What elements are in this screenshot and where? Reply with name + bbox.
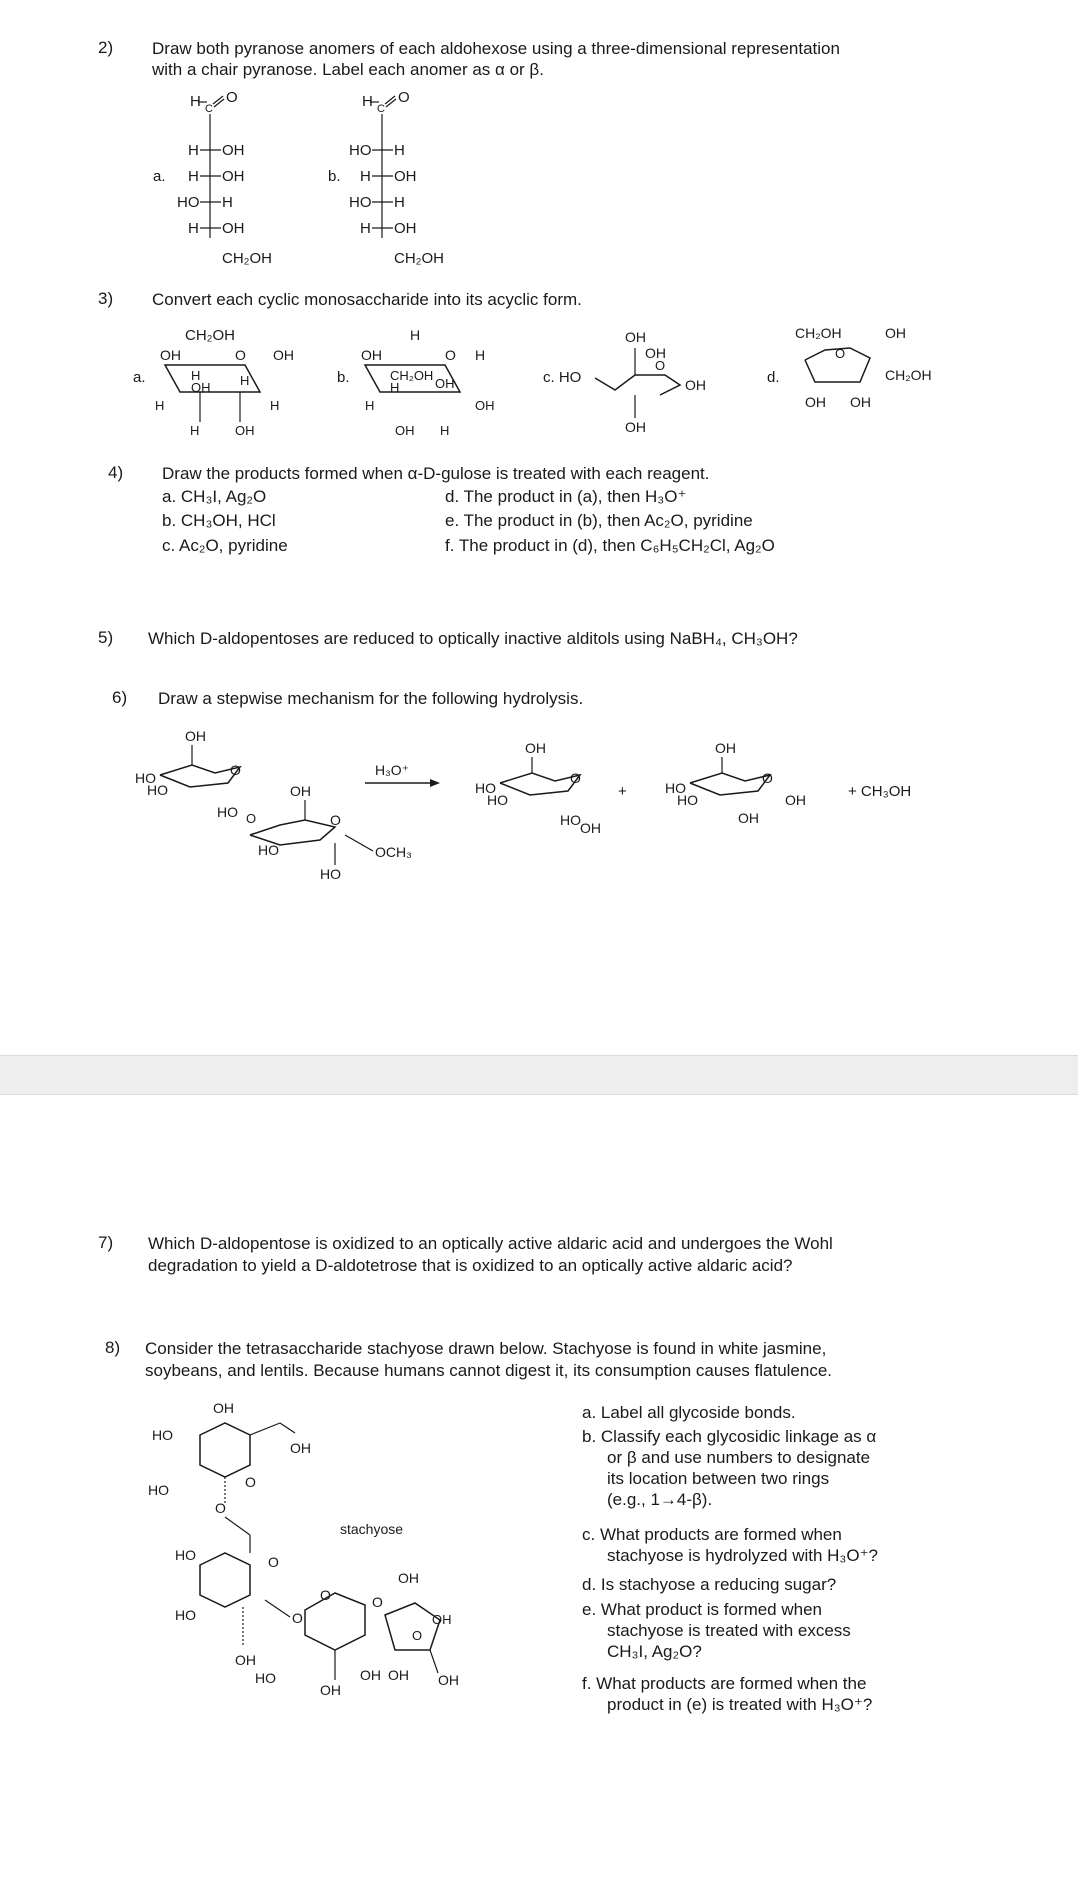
svg-text:HO: HO: [177, 194, 200, 211]
q5-number: 5): [98, 628, 114, 647]
svg-text:OH: OH: [715, 740, 736, 756]
svg-text:b.: b.: [328, 168, 341, 185]
svg-text:d.: d.: [767, 369, 780, 386]
q3-text: Convert each cyclic monosaccharide into its acyclic form.: [152, 290, 582, 309]
svg-text:O: O: [235, 347, 246, 363]
svg-text:OH: OH: [885, 325, 906, 341]
svg-text:OH: OH: [850, 394, 871, 410]
svg-text:OH: OH: [320, 1682, 341, 1698]
fischer-a-label: a.: [153, 168, 166, 185]
svg-text:CH₂OH: CH₂OH: [390, 368, 434, 383]
svg-text:OH: OH: [475, 398, 495, 413]
svg-text:OH: OH: [438, 1672, 459, 1688]
svg-text:OH: OH: [525, 740, 546, 756]
q7-number: 7): [98, 1233, 114, 1252]
svg-text:H: H: [410, 327, 421, 343]
svg-text:HO: HO: [320, 866, 341, 882]
page-divider: [0, 1055, 1078, 1095]
q7-line2: degradation to yield a D-aldotetrose that is oxidized to an optically active aldaric acid?: [148, 1256, 793, 1275]
svg-text:OH: OH: [290, 783, 311, 799]
svg-text:O: O: [230, 762, 241, 778]
svg-text:H: H: [188, 220, 199, 237]
svg-text:OH: OH: [273, 347, 294, 363]
q4-number: 4): [108, 463, 124, 482]
svg-text:OH: OH: [398, 1570, 419, 1586]
svg-text:O: O: [398, 89, 410, 106]
q4-item-f: f. The product in (d), then C₆H₅CH₂Cl, Ag₂O: [445, 536, 775, 555]
q4-item-a: a. CH₃I, Ag₂O: [162, 487, 267, 506]
svg-text:H: H: [155, 398, 165, 413]
svg-text:HO: HO: [665, 780, 686, 796]
reagent-label: H₃O⁺: [375, 762, 410, 778]
svg-text:O: O: [412, 1628, 423, 1643]
svg-text:+: +: [618, 783, 627, 800]
svg-text:HO: HO: [135, 770, 156, 786]
q5-text: Which D-aldopentoses are reduced to optically inactive alditols using NaBH₄, CH₃OH?: [148, 629, 798, 648]
svg-text:OCH₃: OCH₃: [375, 844, 412, 860]
q4-item-b: b. CH₃OH, HCl: [162, 511, 276, 530]
methanol-byproduct: + CH₃OH: [848, 783, 912, 800]
svg-text:O: O: [268, 1554, 279, 1570]
svg-text:HO: HO: [677, 792, 698, 808]
q2-line2: with a chair pyranose. Label each anomer as α or β.: [152, 60, 544, 79]
svg-text:HO: HO: [560, 812, 581, 828]
svg-text:H: H: [440, 423, 450, 438]
q2-line1: Draw both pyranose anomers of each aldohexose using a three-dimensional representation: [152, 39, 840, 58]
svg-text:H: H: [188, 142, 199, 159]
svg-text:HO: HO: [475, 780, 496, 796]
svg-text:OH: OH: [360, 1667, 381, 1683]
svg-text:H: H: [190, 423, 200, 438]
haworth-structures-q3: [125, 320, 955, 445]
hydrolysis-scheme: [130, 725, 970, 885]
svg-text:OH: OH: [805, 394, 826, 410]
svg-text:H: H: [222, 194, 233, 211]
q4-item-c: c. Ac₂O, pyridine: [162, 536, 288, 555]
stachyose-structure: [140, 1395, 580, 1725]
svg-text:OH: OH: [222, 220, 245, 237]
svg-text:OH: OH: [213, 1400, 234, 1416]
svg-text:OH: OH: [625, 329, 646, 345]
svg-text:HO: HO: [217, 804, 238, 820]
svg-text:OH: OH: [394, 220, 417, 237]
svg-text:H: H: [365, 398, 375, 413]
svg-text:O: O: [292, 1610, 303, 1626]
svg-text:O: O: [246, 811, 257, 826]
fischer-projection-a: [150, 88, 310, 273]
svg-text:OH: OH: [580, 820, 601, 836]
q8-line2: soybeans, and lentils. Because humans cannot digest it, its consumption causes flatulence.: [145, 1361, 833, 1380]
svg-text:OH: OH: [738, 810, 759, 826]
q3-number: 3): [98, 289, 114, 308]
q8-line1: Consider the tetrasaccharide stachyose drawn below. Stachyose is found in white jasmine,: [145, 1339, 827, 1358]
q4-item-d: d. The product in (a), then H₃O⁺: [445, 487, 687, 506]
svg-text:H: H: [240, 373, 250, 388]
svg-text:c. HO: c. HO: [543, 369, 582, 386]
q7-line1: Which D-aldopentose is oxidized to an optically active aldaric acid and undergoes the Wohl: [148, 1234, 833, 1253]
svg-text:O: O: [762, 770, 773, 786]
stachyose-label: stachyose: [340, 1521, 404, 1537]
svg-text:OH: OH: [785, 792, 806, 808]
svg-text:H: H: [390, 380, 400, 395]
svg-text:H: H: [362, 93, 373, 110]
q8-item-d: d. Is stachyose a reducing sugar?: [582, 1575, 837, 1594]
svg-text:HO: HO: [148, 1482, 169, 1498]
svg-text:O: O: [372, 1594, 383, 1610]
svg-text:H: H: [360, 220, 371, 237]
svg-text:HO: HO: [147, 782, 168, 798]
svg-text:OH: OH: [388, 1667, 409, 1683]
svg-text:CH₂OH: CH₂OH: [885, 367, 932, 383]
svg-text:OH: OH: [394, 168, 417, 185]
svg-text:CH₂OH: CH₂OH: [795, 325, 842, 341]
svg-text:H: H: [270, 398, 280, 413]
svg-text:C: C: [377, 103, 385, 115]
svg-text:OH: OH: [395, 423, 415, 438]
svg-text:b.: b.: [337, 369, 350, 386]
svg-text:H: H: [394, 142, 405, 159]
q8-item-f: f. What products are formed when the product in (e) is treated with H₃O⁺?: [582, 1674, 873, 1714]
svg-text:OH: OH: [235, 1652, 256, 1668]
svg-text:H: H: [188, 168, 199, 185]
svg-text:HO: HO: [255, 1670, 276, 1686]
svg-text:OH: OH: [222, 168, 245, 185]
svg-text:O: O: [226, 89, 238, 106]
svg-text:O: O: [835, 346, 846, 361]
q8-item-e: e. What product is formed when stachyose is treated with excess CH₃I, Ag₂O?: [582, 1600, 851, 1661]
svg-text:a.: a.: [133, 369, 146, 386]
svg-text:HO: HO: [487, 792, 508, 808]
svg-text:OH: OH: [435, 376, 455, 391]
svg-text:OH: OH: [160, 347, 181, 363]
svg-text:HO: HO: [258, 842, 279, 858]
svg-text:H: H: [360, 168, 371, 185]
q8-item-b: b. Classify each glycosidic linkage as α or β and use numbers to designate its location between two rings (e.g., 1→4-β).: [582, 1427, 877, 1509]
svg-text:O: O: [320, 1587, 331, 1603]
svg-text:OH: OH: [222, 142, 245, 159]
svg-text:CH₂OH: CH₂OH: [394, 250, 444, 267]
svg-text:OH: OH: [185, 728, 206, 744]
q6-text: Draw a stepwise mechanism for the following hydrolysis.: [158, 689, 584, 708]
svg-text:H: H: [191, 368, 201, 383]
svg-text:OH: OH: [625, 419, 646, 435]
svg-text:O: O: [330, 812, 341, 828]
svg-text:O: O: [445, 347, 456, 363]
svg-text:CH₂OH: CH₂OH: [185, 327, 235, 344]
svg-text:OH: OH: [235, 423, 255, 438]
svg-text:HO: HO: [152, 1427, 173, 1443]
svg-text:OH: OH: [432, 1612, 452, 1627]
svg-text:O: O: [655, 358, 666, 373]
q8-item-c: c. What products are formed when stachyose is hydrolyzed with H₃O⁺?: [582, 1525, 879, 1565]
svg-text:H: H: [475, 347, 486, 363]
svg-text:HO: HO: [349, 142, 372, 159]
q2-number: 2): [98, 38, 114, 57]
fischer-a-top-h: H: [190, 93, 201, 110]
svg-text:OH: OH: [645, 345, 666, 361]
fischer-projection-b: [322, 88, 482, 273]
q8-item-a: a. Label all glycoside bonds.: [582, 1403, 796, 1422]
svg-text:O: O: [570, 770, 581, 786]
svg-text:HO: HO: [349, 194, 372, 211]
svg-text:HO: HO: [175, 1607, 196, 1623]
svg-text:C: C: [205, 103, 213, 115]
svg-text:HO: HO: [175, 1547, 196, 1563]
q8-number: 8): [105, 1338, 121, 1357]
svg-text:O: O: [245, 1474, 256, 1490]
svg-text:OH: OH: [191, 380, 211, 395]
svg-text:H: H: [394, 194, 405, 211]
svg-text:OH: OH: [290, 1440, 311, 1456]
q4-item-e: e. The product in (b), then Ac₂O, pyridine: [445, 511, 753, 530]
q6-number: 6): [112, 688, 128, 707]
svg-text:CH₂OH: CH₂OH: [222, 250, 272, 267]
svg-text:OH: OH: [685, 377, 706, 393]
svg-text:OH: OH: [361, 347, 382, 363]
svg-text:O: O: [215, 1500, 226, 1516]
q4-text: Draw the products formed when α-D-gulose is treated with each reagent.: [162, 464, 710, 483]
